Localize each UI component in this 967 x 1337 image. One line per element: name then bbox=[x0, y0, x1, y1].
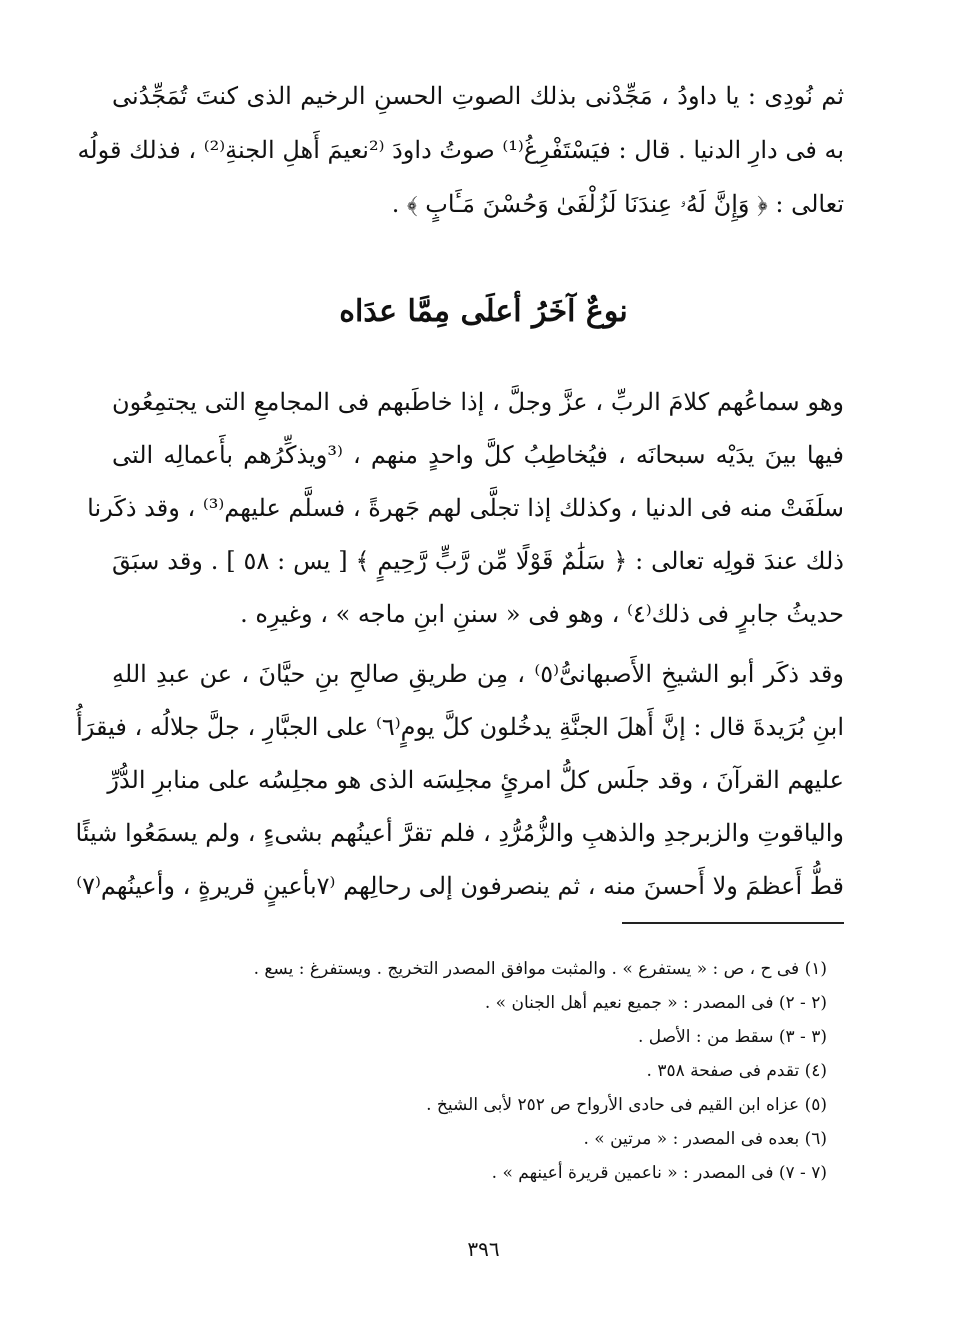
section-heading: نوعٌ آخَرُ أعلَى مِمَّا عدَاه bbox=[339, 294, 628, 329]
text-line: سلَفَتْ منه فى الدنيا ، وكذلك إذا تجلَّى لهم جَهرةً ، فسلَّم عليهم⁽³⁾ ، وقد ذكَرنا bbox=[87, 494, 844, 522]
text-line: عليهم القرآنَ ، وقد جلَس كلُّ امرئٍ مجلِسَه الذى هو مجلِسُه على منابرِ الدُّرِّ bbox=[107, 766, 844, 794]
text-line: وقد ذكَر أبو الشيخِ الأَصبهانىُّ⁽٥⁾ ، مِن طريقِ صالحِ بنِ حيَّانَ ، عن عبدِ اللهِ bbox=[112, 660, 844, 688]
footnote: (٤) تقدم فى صفحة ٣٥٨ . bbox=[646, 1061, 827, 1081]
text-line: والياقوتِ والزبرجدِ والذهبِ والزُّمُرُّدِ ، فلم تقرَّ أعينُهم بشىءٍ ، ولم يسمَعُوا شيئًا bbox=[75, 819, 844, 847]
text-line: حديثُ جابرٍ فى ذلك⁽٤⁾ ، وهو فى « سننِ ابنِ ماجه » ، وغيرِه . bbox=[240, 600, 844, 628]
page-number: ٣٩٦ bbox=[467, 1237, 500, 1261]
text-line: ابنِ بُرَيدةَ قال : إنَّ أَهلَ الجنَّةِ يدخُلون كلَّ يومٍ⁽٦⁾ على الجبَّارِ ، جلَّ جلالُه ، فيقرَأُ bbox=[76, 713, 844, 741]
footnote: (٦) بعده فى المصدر : « مرتين » . bbox=[583, 1129, 827, 1149]
text-line: ثم نُودِى : يا داودُ ، مَجِّدْنى بذلك الصوتِ الحسنِ الرخيم الذى كنتَ تُمَجِّدُنى bbox=[112, 82, 844, 110]
footnote-divider bbox=[622, 922, 844, 924]
text-line: تعالى : ﴿ وَإِنَّ لَهُۥ عِندَنَا لَزُلْفَىٰ وَحُسْنَ مَـَٔابٍ ﴾ . bbox=[391, 190, 844, 218]
text-line: ذلك عندَ قولِه تعالى : ﴿ سَلَٰمٌ قَوْلًا مِّن رَّبٍّ رَّحِيمٍ ﴾ [ يس : ٥٨ ] . وقد سبَقَ bbox=[112, 547, 844, 575]
footnote: (٣ - ٣) سقط من : الأصل . bbox=[637, 1027, 827, 1047]
footnote: (١) فى ح ، ص : « يستفرع » . والمثبت موافق المصدر التخريج . ويستفرغ : يسع . bbox=[253, 959, 827, 979]
text-line: به فى دارِ الدنيا . قال : فيَسْتَفْرِغُ⁽¹⁾ صوتُ داودَ ⁽²نعيمَ أَهلِ الجنةِ⁽²⁾ ، فذلك قولُه bbox=[77, 136, 844, 164]
text-line: فيها بينَ يدَيْه سبحانَه ، فيُخاطِبُ كلَّ واحدٍ منهم ، ⁽³ويذكِّرُهم بأَعمالِه التى bbox=[112, 441, 844, 469]
footnote: (٥) عزاه ابن القيم فى حادى الأرواح ص ٢٥٢ لأبى الشيخ . bbox=[426, 1095, 827, 1115]
footnote: (٢ - ٢) فى المصدر : « جميع نعيم أهل الجنان » . bbox=[484, 993, 827, 1013]
footnote: (٧ - ٧) فى المصدر : « ناعمين قريرة أعينهم » . bbox=[491, 1163, 827, 1183]
text-line: وهو سماعُهم كلامَ الربِّ ، عزَّ وجلَّ ، إذا خاطَبهم فى المجامعِ التى يجتمِعُون bbox=[112, 388, 844, 416]
text-line: قطُّ أَعظمَ ولا أَحسنَ منه ، ثم ينصرفون إلى رحالِهم ⁽٧بأعينٍ قريرةٍ ، وأعينُهم⁽٧⁾ bbox=[76, 872, 844, 900]
